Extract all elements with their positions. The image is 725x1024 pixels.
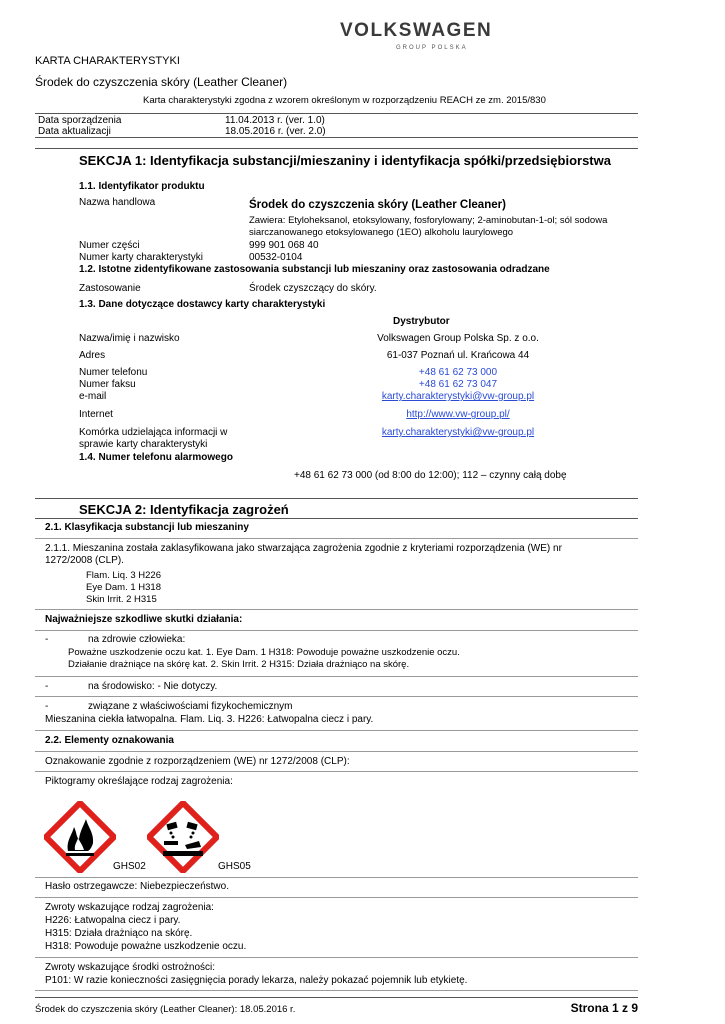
address-label: Adres [79,350,106,361]
info-unit-label-1: Komórka udzielająca informacji w [79,427,228,438]
environment-effect: na środowisko: - Nie dotyczy. [88,681,218,692]
class-item: Skin Irrit. 2 H315 [86,594,157,605]
address-value: 61-037 Poznań ul. Krańcowa 44 [386,350,530,361]
physchem-text: Mieszanina ciekła łatwopalna. Flam. Liq. 3. H226: Łatwopalna ciecz i pary. [45,714,374,725]
section1-1-heading: 1.1. Identyfikator produktu [79,181,205,192]
fax-label: Numer faksu [79,379,136,390]
name-value: Volkswagen Group Polska Sp. z o.o. [377,333,539,344]
section1-3-heading: 1.3. Dane dotyczące dostawcy karty charakterystyki [79,299,326,310]
part-number-value: 999 901 068 40 [249,240,319,251]
section2-title: SEKCJA 2: Identyfikacja zagrożeń [79,502,289,517]
info-unit-label-2: sprawie karty charakterystyki [79,439,208,450]
health-effect-1: Poważne uszkodzenie oczu kat. 1. Eye Dam. 1 H318: Powoduje poważne uszkodzenie oczu. [68,647,460,658]
contains-line-1: Zawiera: Etyloheksanol, etoksylowany, fosforylowany; 2-aminobutan-1-ol; sól sodowa [249,215,608,226]
compliance-note: Karta charakterystyki zgodna z wzorem określonym w rozporządzeniu REACH ze zm. 2015/830 [143,95,546,106]
corrosion-icon [147,801,219,873]
card-number-value: 00532-0104 [249,252,303,263]
dash: - [45,681,49,692]
p-statements-heading: Zwroty wskazujące środki ostrożności: [45,962,216,973]
section2-2-heading: 2.2. Elementy oznakowania [45,735,174,746]
section2-1-heading: 2.1. Klasyfikacja substancji lub mieszaniny [45,522,249,533]
section1-2-heading: 1.2. Istotne zidentyfikowane zastosowania substancji lub mieszaniny oraz zastosowania odradzane [79,264,550,275]
section1-4-heading: 1.4. Numer telefonu alarmowego [79,452,233,463]
footer-document: Środek do czyszczenia skóry (Leather Cleaner): 18.05.2016 r. [35,1004,296,1015]
h-statements-heading: Zwroty wskazujące rodzaj zagrożenia: [45,902,214,913]
p-statement: P101: W razie konieczności zasięgnięcia porady lekarza, należy pokazać pojemnik lub etykietę. [45,975,468,986]
dash: - [45,634,49,645]
distributor-heading: Dystrybutor [393,316,450,327]
pictogram-code-ghs05: GHS05 [218,861,251,872]
phone-label: Numer telefonu [79,367,148,378]
trade-name-label: Nazwa handlowa [79,197,156,208]
fax-value: +48 61 62 73 047 [418,379,498,390]
class-item: Eye Dam. 1 H318 [86,582,161,593]
created-label: Data sporządzenia [38,115,122,126]
effects-heading: Najważniejsze szkodliwe skutki działania: [45,614,243,625]
h-statement: H315: Działa drażniąco na skórę. [45,928,193,939]
updated-label: Data aktualizacji [38,126,111,137]
section1-title: SEKCJA 1: Identyfikacja substancji/mieszaniny i identyfikacja spółki/przedsiębiorstwa [79,153,611,168]
health-heading: na zdrowie człowieka: [88,634,186,645]
labeling-note: Oznakowanie zgodnie z rozporządzeniem (WE) nr 1272/2008 (CLP): [45,756,350,767]
document-type: KARTA CHARAKTERYSTYKI [35,55,180,67]
flame-icon [44,801,116,873]
trade-name-value: Środek do czyszczenia skóry (Leather Cleaner) [249,199,506,211]
created-value: 11.04.2013 r. (ver. 1.0) [225,115,325,126]
classification-line-1: 2.1.1. Mieszanina została zaklasyfikowana jako stwarzająca zagrożenia zgodnie z kryteriami rozporządzenia (WE) nr [45,543,562,554]
pictograms-heading: Piktogramy określające rodzaj zagrożenia: [45,776,233,787]
pictogram-code-ghs02: GHS02 [113,861,146,872]
phone-value[interactable]: +48 61 62 73 000 [418,367,498,378]
h-statement: H226: Łatwopalna ciecz i pary. [45,915,181,926]
health-effect-2: Działanie drażniące na skórę kat. 2. Skin Irrit. 2 H315: Działa drażniąco na skórę. [68,659,410,670]
use-label: Zastosowanie [79,283,141,294]
brand-logo-sub: GROUP POLSKA [396,45,468,51]
physchem-heading: związane z właściwościami fizykochemicznym [88,701,293,712]
website-link[interactable]: http://www.vw-group.pl/ [406,409,510,420]
class-item: Flam. Liq. 3 H226 [86,570,161,581]
email-link[interactable]: karty.charakterystyki@vw-group.pl [381,391,535,402]
name-label: Nazwa/imię i nazwisko [79,333,180,344]
use-value: Środek czyszczący do skóry. [249,283,377,294]
brand-logo: VOLKSWAGEN [340,20,493,41]
contains-line-2: siarczanowanego etoksylowanego (1EO) alkoholu laurylowego [249,227,514,238]
card-number-label: Numer karty charakterystyki [79,252,203,263]
internet-label: Internet [79,409,113,420]
part-number-label: Numer części [79,240,140,251]
dash: - [45,701,49,712]
info-unit-email-link[interactable]: karty.charakterystyki@vw-group.pl [381,427,535,438]
email-label: e-mail [79,391,107,402]
updated-value: 18.05.2016 r. (ver. 2.0) [225,126,326,137]
h-statement: H318: Powoduje poważne uszkodzenie oczu. [45,941,247,952]
product-title: Środek do czyszczenia skóry (Leather Cleaner) [35,75,288,89]
classification-line-2: 1272/2008 (CLP). [45,555,124,566]
page-number: Strona 1 z 9 [570,1001,638,1015]
signal-word: Hasło ostrzegawcze: Niebezpieczeństwo. [45,881,229,892]
emergency-phone: +48 61 62 73 000 (od 8:00 do 12:00); 112 – czynny całą dobę [294,470,567,481]
